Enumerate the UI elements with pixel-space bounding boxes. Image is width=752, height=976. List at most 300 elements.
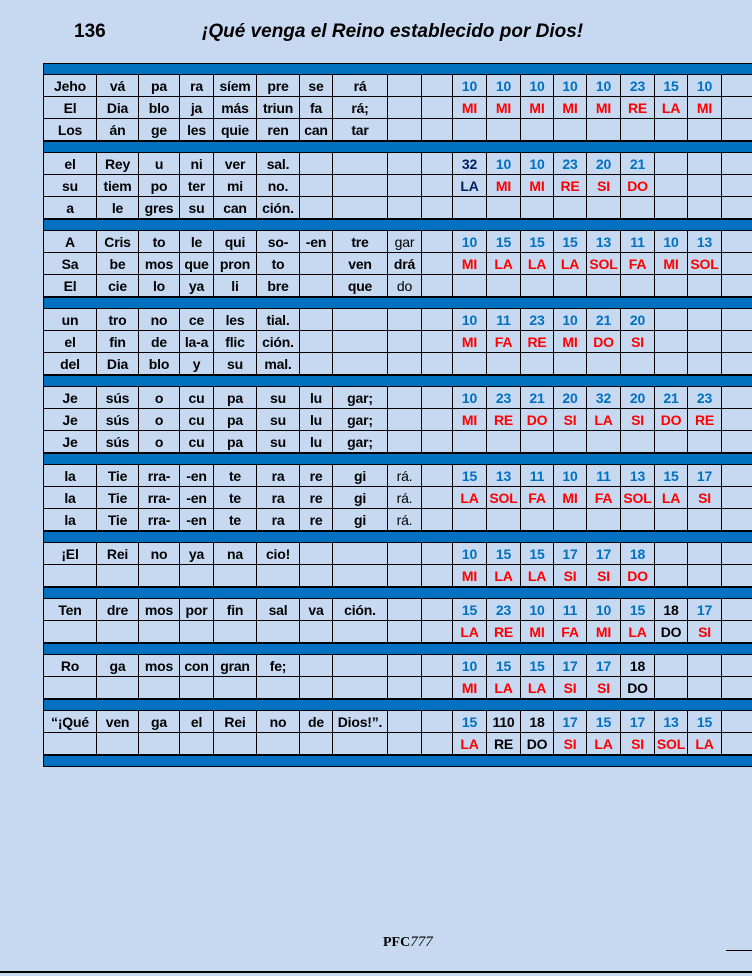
table-row [44,565,752,587]
syllable-cell: o [139,409,180,430]
syllable-cell: ya [180,275,214,296]
syllable-cell [139,565,180,586]
syllable-cell [300,543,333,564]
table-row [44,353,752,375]
syllable-cell: fin [214,599,257,620]
note-cell [688,309,722,330]
note-cell: 15 [621,599,655,620]
syllable-cell [333,309,388,330]
syllable-cell: su [44,175,97,196]
note-cell [521,509,554,530]
note-cell: 15 [521,231,554,252]
note-cell [688,565,722,586]
syllable-cell [422,465,453,486]
syllable-cell: les [180,119,214,140]
syllable-cell: dre [97,599,139,620]
syllable-cell [333,331,388,352]
note-cell [722,431,752,452]
note-cell [621,509,655,530]
syllable-cell [300,621,333,642]
syllable-cell [300,253,333,274]
syllable-cell: do [388,275,422,296]
note-cell [554,353,587,374]
syllable-cell [214,677,257,698]
syllable-cell: to [257,253,300,274]
note-cell: 15 [688,711,722,732]
note-cell: SI [554,409,587,430]
syllable-cell: Sa [44,253,97,274]
syllable-cell: gar; [333,387,388,408]
syllable-cell [388,353,422,374]
note-cell [453,275,487,296]
syllable-cell [333,565,388,586]
syllable-cell: Tie [97,509,139,530]
note-cell [722,197,752,218]
note-cell: DO [621,175,655,196]
note-cell [554,275,587,296]
note-cell: 10 [487,75,521,96]
note-cell: LA [521,677,554,698]
syllable-cell [388,621,422,642]
syllable-cell: -en [180,465,214,486]
note-cell: 21 [587,309,621,330]
syllable-cell: un [44,309,97,330]
note-cell [722,509,752,530]
note-cell: LA [521,253,554,274]
note-cell: MI [688,97,722,118]
syllable-cell: gar [388,231,422,252]
syllable-cell [388,175,422,196]
note-cell: 10 [453,309,487,330]
note-cell: 18 [521,711,554,732]
syllable-cell: flic [214,331,257,352]
syllable-cell: o [139,431,180,452]
note-cell: 15 [453,599,487,620]
syllable-cell [388,733,422,754]
note-cell [722,543,752,564]
syllable-cell: re [300,487,333,508]
syllable-cell: triun [257,97,300,118]
syllable-cell: lu [300,409,333,430]
syllable-cell: o [139,387,180,408]
note-cell: 17 [587,543,621,564]
syllable-cell: rá; [333,97,388,118]
syllable-cell [388,565,422,586]
syllable-cell [300,655,333,676]
syllable-cell: el [180,711,214,732]
syllable-cell: mi [214,175,257,196]
syllable-cell [300,565,333,586]
syllable-cell [422,331,453,352]
note-cell [688,153,722,174]
note-cell: 10 [554,75,587,96]
syllable-cell [388,711,422,732]
syllable-cell: can [214,197,257,218]
note-cell: 23 [621,75,655,96]
syllable-cell: cu [180,409,214,430]
syllable-cell: to [139,231,180,252]
section-band [44,375,752,387]
note-cell: DO [521,409,554,430]
table-row [44,275,752,297]
footer-suffix: 777 [410,934,433,950]
syllable-cell [333,153,388,174]
syllable-cell: mal. [257,353,300,374]
note-cell: MI [521,175,554,196]
syllable-cell: na [214,543,257,564]
syllable-cell: pre [257,75,300,96]
note-cell: FA [487,331,521,352]
note-cell [722,353,752,374]
syllable-cell: quie [214,119,257,140]
syllable-cell [180,677,214,698]
note-cell: 13 [655,711,688,732]
syllable-cell: ción. [257,197,300,218]
syllable-cell: fin [97,331,139,352]
note-cell: 21 [521,387,554,408]
note-cell: 10 [487,153,521,174]
note-cell: RE [688,409,722,430]
table-row [44,253,752,275]
note-cell [621,353,655,374]
syllable-cell: mos [139,253,180,274]
note-cell [722,331,752,352]
syllable-cell: más [214,97,257,118]
syllable-cell: ción. [257,331,300,352]
table-row [44,431,752,453]
syllable-cell: Je [44,409,97,430]
note-cell [688,677,722,698]
syllable-cell: so- [257,231,300,252]
note-cell [621,119,655,140]
note-cell [655,509,688,530]
note-cell [655,175,688,196]
note-cell [722,387,752,408]
note-cell: LA [655,487,688,508]
note-cell: 10 [453,387,487,408]
syllable-cell: ga [139,711,180,732]
syllable-cell [388,599,422,620]
syllable-cell: fe; [257,655,300,676]
syllable-cell [388,543,422,564]
note-cell [487,197,521,218]
note-cell: 17 [554,543,587,564]
syllable-cell: la [44,487,97,508]
section-band [44,643,752,655]
syllable-cell: gres [139,197,180,218]
note-cell: SOL [688,253,722,274]
syllable-cell [422,543,453,564]
syllable-cell [257,621,300,642]
table-row [44,655,752,677]
note-cell [722,231,752,252]
syllable-cell [214,621,257,642]
note-cell: LA [453,621,487,642]
syllable-cell: Rei [97,543,139,564]
syllable-cell [422,387,453,408]
syllable-cell [333,197,388,218]
note-cell [722,75,752,96]
note-cell: 23 [521,309,554,330]
note-cell [521,431,554,452]
note-cell: FA [521,487,554,508]
syllable-cell: ¡El [44,543,97,564]
syllable-cell: li [214,275,257,296]
note-cell [453,509,487,530]
syllable-cell [300,331,333,352]
syllable-cell [388,409,422,430]
syllable-cell: síem [214,75,257,96]
note-cell [521,275,554,296]
note-cell [587,431,621,452]
syllable-cell [388,309,422,330]
syllable-cell: gar; [333,409,388,430]
note-cell [722,465,752,486]
syllable-cell: rá. [388,465,422,486]
section-band [44,531,752,543]
table-row [44,231,752,253]
syllable-cell [97,677,139,698]
note-cell [722,655,752,676]
note-cell: 32 [587,387,621,408]
note-cell [722,153,752,174]
note-cell: 18 [655,599,688,620]
syllable-cell: su [257,387,300,408]
note-cell [453,197,487,218]
note-cell: RE [521,331,554,352]
table-row [44,97,752,119]
syllable-cell: su [257,431,300,452]
syllable-cell: ce [180,309,214,330]
syllable-cell [333,175,388,196]
syllable-cell: su [180,197,214,218]
note-cell: SI [554,565,587,586]
note-cell [587,119,621,140]
note-cell [487,353,521,374]
note-cell: 10 [453,543,487,564]
table-row [44,621,752,643]
note-cell: LA [487,677,521,698]
note-cell [722,309,752,330]
syllable-cell: ter [180,175,214,196]
note-cell: 10 [554,465,587,486]
syllable-cell: tre [333,231,388,252]
syllable-cell: el [44,331,97,352]
syllable-cell [300,275,333,296]
syllable-cell: que [333,275,388,296]
note-cell: LA [453,175,487,196]
syllable-cell [333,677,388,698]
note-cell [655,197,688,218]
syllable-cell: Ro [44,655,97,676]
note-cell: DO [587,331,621,352]
note-cell: 13 [621,465,655,486]
note-cell: DO [621,565,655,586]
note-cell [688,175,722,196]
syllable-cell [422,97,453,118]
syllable-cell [422,309,453,330]
syllable-cell: -en [180,509,214,530]
syllable-cell: can [300,119,333,140]
table-row [44,331,752,353]
note-cell: 10 [655,231,688,252]
table-row [44,175,752,197]
note-cell: 17 [688,465,722,486]
note-cell: 20 [621,309,655,330]
syllable-cell [422,733,453,754]
syllable-cell: “¡Qué [44,711,97,732]
note-cell [554,431,587,452]
note-cell: 15 [521,655,554,676]
note-cell: 15 [587,711,621,732]
note-cell: 15 [453,465,487,486]
note-cell [722,599,752,620]
note-cell [453,431,487,452]
syllable-cell: Tie [97,465,139,486]
syllable-cell [214,733,257,754]
note-cell [722,97,752,118]
syllable-cell: con [180,655,214,676]
syllable-cell: rra- [139,509,180,530]
syllable-cell: tar [333,119,388,140]
note-cell [655,543,688,564]
syllable-cell: rra- [139,465,180,486]
table-row [44,309,752,331]
note-cell: 10 [521,599,554,620]
syllable-cell: de [139,331,180,352]
syllable-cell [422,275,453,296]
section-band [44,587,752,599]
note-cell [655,119,688,140]
note-cell: 21 [621,153,655,174]
syllable-cell: a [44,197,97,218]
syllable-cell: lu [300,431,333,452]
syllable-cell: drá [388,253,422,274]
syllable-cell: El [44,97,97,118]
note-cell: MI [453,677,487,698]
note-cell: 15 [655,465,688,486]
note-cell: 15 [487,655,521,676]
note-cell: MI [554,331,587,352]
syllable-cell: mos [139,655,180,676]
note-cell: 17 [688,599,722,620]
note-cell: MI [521,621,554,642]
syllable-cell: Je [44,431,97,452]
note-cell: MI [487,175,521,196]
note-cell: 20 [587,153,621,174]
syllable-cell [422,621,453,642]
note-cell: MI [521,97,554,118]
syllable-cell: cie [97,275,139,296]
note-cell: RE [487,409,521,430]
syllable-cell: cu [180,431,214,452]
note-cell [487,509,521,530]
syllable-cell: fa [300,97,333,118]
note-cell: 32 [453,153,487,174]
note-cell [655,677,688,698]
note-cell: SI [621,331,655,352]
note-cell [655,431,688,452]
note-cell: 15 [487,543,521,564]
note-cell: 23 [688,387,722,408]
syllable-cell: por [180,599,214,620]
syllable-cell: gi [333,509,388,530]
syllable-cell [388,97,422,118]
syllable-cell: ra [257,509,300,530]
note-cell [688,509,722,530]
note-cell: SOL [487,487,521,508]
syllable-cell: Dia [97,97,139,118]
syllable-cell [97,733,139,754]
page-title: ¡Qué venga el Reino establecido por Dios! [202,21,584,42]
note-cell: 20 [554,387,587,408]
syllable-cell: pa [139,75,180,96]
note-cell: DO [655,409,688,430]
syllable-cell [388,197,422,218]
note-cell: 18 [621,543,655,564]
table-row [44,387,752,409]
note-cell: 11 [587,465,621,486]
note-cell: 15 [487,231,521,252]
syllable-cell: el [44,153,97,174]
syllable-cell: no. [257,175,300,196]
note-cell: 23 [487,599,521,620]
note-cell [587,509,621,530]
syllable-cell [422,565,453,586]
syllable-cell: Los [44,119,97,140]
syllable-cell: blo [139,97,180,118]
note-cell: RE [487,621,521,642]
note-cell: LA [587,409,621,430]
syllable-cell [300,677,333,698]
syllable-cell [97,565,139,586]
note-cell [554,509,587,530]
syllable-cell: ción. [333,599,388,620]
syllable-cell [422,487,453,508]
syllable-cell: Dia [97,353,139,374]
syllable-cell: Cris [97,231,139,252]
note-cell: 17 [554,711,587,732]
note-cell: SI [621,409,655,430]
note-cell: LA [688,733,722,754]
note-cell: 11 [621,231,655,252]
note-cell [722,711,752,732]
note-cell [587,275,621,296]
syllable-cell: cio! [257,543,300,564]
syllable-cell: va [300,599,333,620]
table-row [44,487,752,509]
syllable-cell: ren [257,119,300,140]
note-cell: 13 [487,465,521,486]
note-cell: LA [453,733,487,754]
note-cell: RE [487,733,521,754]
table-row [44,677,752,699]
syllable-cell: su [257,409,300,430]
note-cell: 23 [487,387,521,408]
syllable-cell: pa [214,409,257,430]
footer-rule [726,950,752,951]
syllable-cell: te [214,487,257,508]
syllable-cell: A [44,231,97,252]
table-row [44,75,752,97]
syllable-cell [422,119,453,140]
section-band [44,141,752,153]
syllable-cell: y [180,353,214,374]
note-cell [587,353,621,374]
note-cell: SI [554,733,587,754]
syllable-cell: pa [214,431,257,452]
note-cell: DO [655,621,688,642]
